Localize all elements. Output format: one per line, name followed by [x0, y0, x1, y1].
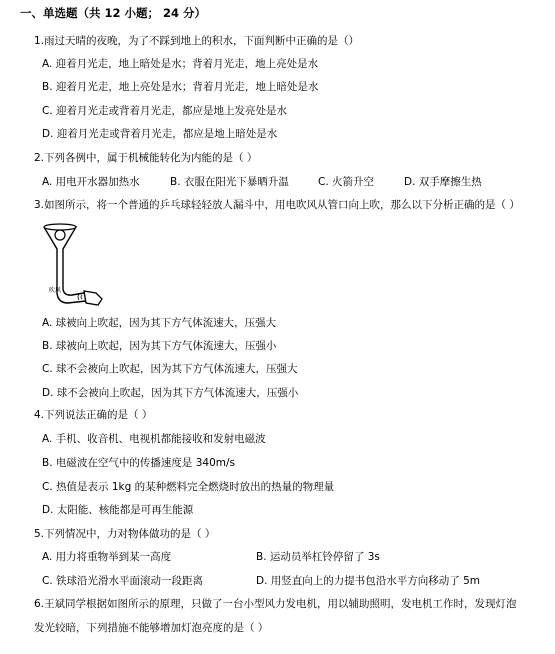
question-2-option-a: A. 用电开水器加热水 [42, 176, 140, 188]
question-3-stem: 3.如图所示，将一个普通的乒乓球轻轻放人漏斗中，用电吹风从管口向上吹，那么以下分析正确的是（ ） [34, 199, 520, 211]
question-1-option-d: D. 迎着月光走或背着月光走，都应是地上暗处是水 [42, 128, 278, 140]
funnel-figure [42, 223, 114, 309]
section-title: 一、单选题（共 12 小题； 24 分） [20, 6, 207, 20]
question-4-option-c: C. 热值是表示 1kg 的某种燃料完全燃烧时放出的热量的物理量 [42, 481, 335, 493]
question-5-option-a: A. 用力将重物举到某一高度 [42, 551, 172, 563]
question-1-option-b: B. 迎着月光走，地上亮处是水；背着月光走，地上暗处是水 [42, 81, 319, 93]
question-6-stem-line-2: 发光较暗，下列措施不能够增加灯泡亮度的是（ ） [34, 622, 269, 634]
question-4-option-d: D. 太阳能、核能都是可再生能源 [42, 504, 194, 516]
question-1-option-a: A. 迎着月光走，地上暗处是水；背着月光走，地上亮处是水 [42, 58, 319, 70]
question-3-option-a: A. 球被向上吹起，因为其下方气体流速大，压强大 [42, 317, 277, 329]
question-2-option-b: B. 衣服在阳光下暴晒升温 [170, 176, 289, 188]
question-5-option-c: C. 铁球沿光滑水平面滚动一段距离 [42, 575, 204, 587]
question-4-option-b: B. 电磁波在空气中的传播速度是 340m/s [42, 457, 235, 469]
question-5-option-d: D. 用竖直向上的力提书包沿水平方向移动了 5m [256, 575, 481, 587]
question-2-option-c: C. 火箭升空 [318, 176, 375, 188]
question-5-option-b: B. 运动员举杠铃停留了 3s [256, 551, 380, 563]
question-1-stem: 1.雨过天晴的夜晚，为了不踩到地上的积水，下面判断中正确的是（） [34, 35, 360, 47]
question-1-option-c: C. 迎着月光走或背着月光走，都应是地上发亮处是水 [42, 105, 288, 117]
question-5-stem: 5.下列情况中，力对物体做功的是（ ） [34, 528, 216, 540]
question-3-option-c: C. 球不会被向上吹起，因为其下方气体流速大，压强大 [42, 363, 298, 375]
question-6-stem-line-1: 6.王斌同学根据如图所示的原理，只做了一台小型风力发电机，用以辅助照明，发电机工作时，发现灯泡 [34, 598, 517, 610]
question-4-stem: 4.下列说法正确的是（ ） [34, 409, 153, 421]
question-3-option-b: B. 球被向上吹起，因为其下方气体流速大，压强小 [42, 340, 277, 352]
question-2-stem: 2.下列各例中，属于机械能转化为内能的是（ ） [34, 152, 258, 164]
question-4-option-a: A. 手机、收音机、电视机都能接收和发射电磁波 [42, 433, 266, 445]
question-3-option-d: D. 球不会被向上吹起，因为其下方气体流速大，压强小 [42, 387, 299, 399]
question-2-option-d: D. 双手摩擦生热 [404, 176, 482, 188]
figure-label: 吹风 [49, 287, 62, 294]
